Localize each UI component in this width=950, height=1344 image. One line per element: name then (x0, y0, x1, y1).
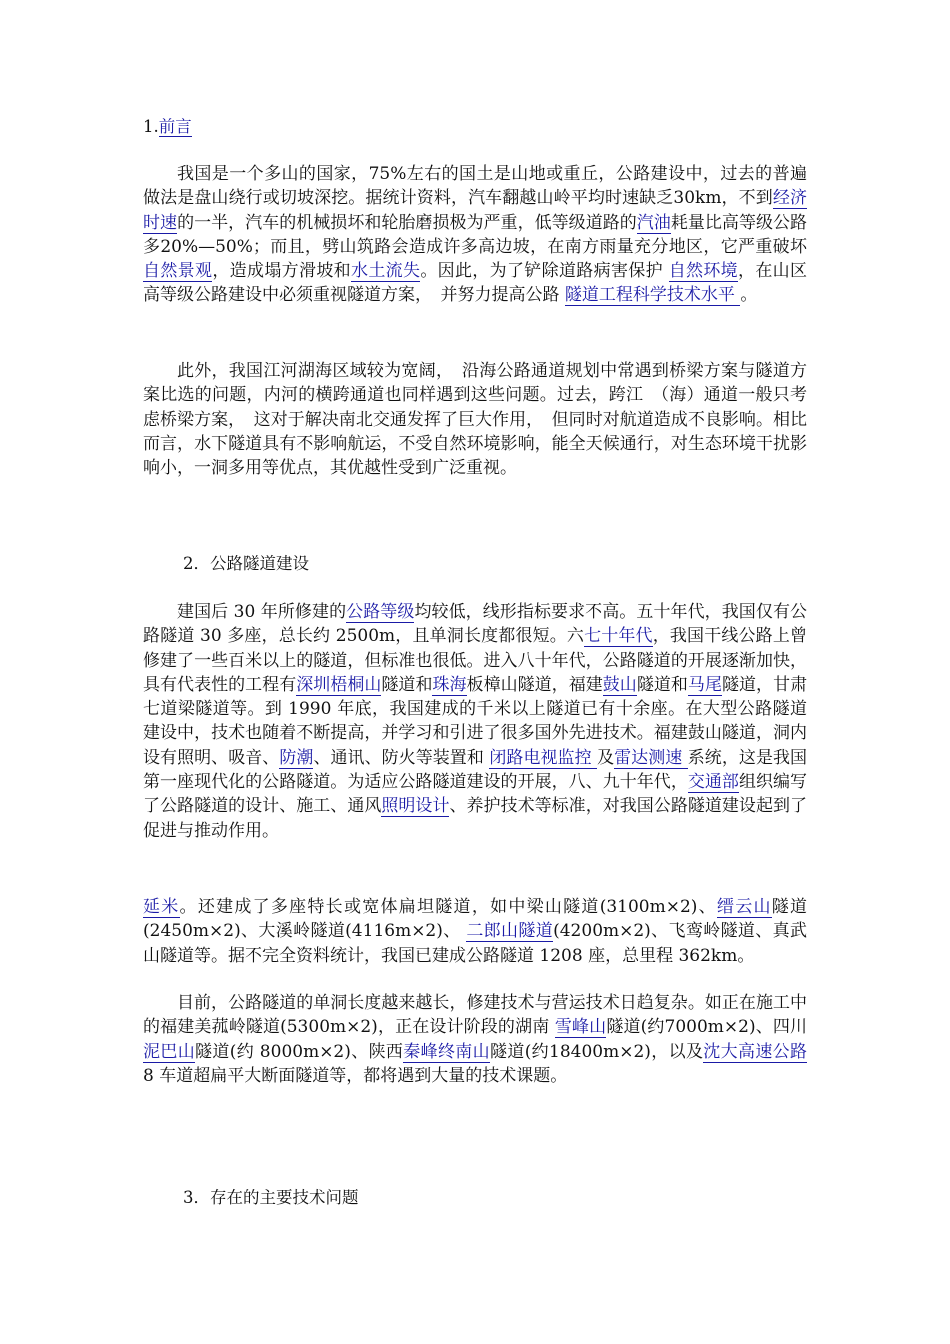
text-run: 耗量比高等级公路多20%—50%；而且，劈山筑路会造成许多高边坡，在南方雨量充分地区，它严重破坏 (143, 212, 808, 257)
link-soil-erosion[interactable]: 水土流失 (350, 261, 421, 282)
text-run: 8 车道超扁平大断面隧道等，都将遇到大量的技术课题。 (143, 1065, 568, 1086)
text-run: 隧道(约18400m×2)，以及 (490, 1041, 704, 1062)
text-run: 、养护技术等标准，对我国公路隧道建设起到了促进与推动作用。 (143, 796, 808, 841)
section-2-heading: 2．公路隧道建设 (183, 554, 309, 573)
text-run: 。 (740, 285, 758, 306)
text-run: 板樟山隧道，福建 (466, 674, 603, 695)
text-run: 隧道和 (636, 674, 688, 695)
text-run: (4200m×2)、飞鸾岭隧道、真武山隧道等。据不完全资料统计，我国已建成公路隧道 1208 座，总里程 362km。 (143, 921, 807, 966)
link-gushan[interactable]: 鼓山 (602, 674, 637, 695)
text-run: 隧道和 (381, 674, 433, 695)
link-highway-grade[interactable]: 公路等级 (346, 602, 415, 622)
text-run: 隧道(2450m×2)、大溪岭隧道(4116m×2)、 (143, 897, 808, 942)
link-natural-landscape[interactable]: 自然景观 (143, 261, 213, 282)
text-run: 建国后 30 年所修建的 (177, 602, 347, 622)
link-lighting-design[interactable]: 照明设计 (381, 796, 450, 817)
section-3-heading: 3．存在的主要技术问题 (183, 1188, 359, 1207)
section-1-paragraph-1 (143, 162, 807, 308)
text-run: 隧道(约7000m×2)、四川 (606, 1017, 807, 1038)
link-economic-speed[interactable]: 经济时速 (143, 188, 807, 233)
link-xuefengshan[interactable]: 雪峰山 (554, 1017, 607, 1038)
link-natural-environment[interactable]: 自然环境 (668, 261, 739, 282)
section-2-paragraph-3 (143, 991, 807, 1088)
link-shenzhen-wutongshan[interactable]: 深圳梧桐山 (296, 674, 382, 695)
text-run: ，造成塌方滑坡和 (212, 261, 351, 282)
section-1-number: 1. (143, 117, 159, 136)
link-moisture-proof[interactable]: 防潮 (279, 747, 314, 768)
link-mawei[interactable]: 马尾 (687, 674, 722, 695)
text-run: 、通讯、防火等装置和 (313, 747, 490, 768)
link-shenda-expressway[interactable]: 沈大高速公路 (703, 1041, 808, 1062)
section-1-title-link[interactable]: 前言 (158, 117, 192, 136)
text-run: 系统，这是我国第一座现代化的公路隧道。为适应公路隧道建设的开展，八、九十年代， (143, 747, 808, 793)
text-run: 组织编写了公路隧道的设计、施工、通风 (143, 772, 808, 817)
link-radar-speed[interactable]: 雷达测速 (614, 747, 688, 768)
text-run: 均较低，线形指标要求不高。五十年代，我国仅有公路隧道 30 多座，总长约 2500m，且单洞长度都很短。六 (143, 602, 808, 647)
link-erlangshan-tunnel[interactable]: 二郎山隧道 (466, 921, 554, 942)
text-run: 目前，公路隧道的单洞长度越来越长，修建技术与营运技术日趋复杂。如正在施工中的福建美菰岭隧道(5300m×2)，正在设计阶段的湖南 (143, 993, 807, 1038)
section-2-paragraph-2 (143, 895, 807, 968)
text-run: 及 (597, 747, 615, 768)
text-run: 隧道(约 8000m×2)、陕西 (195, 1041, 404, 1062)
link-cctv-monitoring[interactable]: 闭路电视监控 (489, 747, 598, 768)
text-run: 我国是一个多山的国家，75%左右的国土是山地或重丘，公路建设中，过去的普遍做法是盘山绕行或切坡深挖。据统计资料，汽车翻越山岭平均时速缺乏30km，不到 (143, 164, 807, 209)
link-ministry-of-transport[interactable]: 交通部 (687, 772, 739, 793)
text-run: ，在山区高等级公路建设中必须重视隧道方案， 并努力提高公路 (143, 261, 808, 306)
link-zhuhai[interactable]: 珠海 (432, 674, 467, 695)
text-run: 。还建成了多座特长或宽体扁坦隧道，如中梁山隧道(3100m×2)、 (179, 897, 717, 917)
section-1-paragraph-2: 此外，我国江河湖海区域较为宽阔， 沿海公路通道规划中常遇到桥梁方案与隧道方案比选的问题，内河的横跨通道也同样遇到这些问题。过去，跨江 （海）通道一般只考虑桥梁方案， 这对于解决南北交通发挥了巨大作用， 但同时对航道造成不良影响。相比而言，水下隧道具有不影响航运，不受自然环境影响，能全天候通行，对生态环境干扰影响小，一洞多用等优点，其优越性受到广泛重视。 (143, 361, 807, 479)
link-nibashan[interactable]: 泥巴山 (143, 1041, 196, 1062)
link-qinling-zhongnanshan[interactable]: 秦峰终南山 (403, 1041, 490, 1062)
text-run: 。因此，为了铲除道路病害保护 (420, 261, 669, 282)
link-seventies[interactable]: 七十年代 (584, 626, 653, 647)
text-run: 的一半，汽车的机械损坏和轮胎磨损极为严重，低等级道路的 (177, 212, 637, 233)
link-tunnel-engineering-level[interactable]: 隧道工程科学技术水平 (564, 285, 741, 306)
section-1-heading (143, 115, 192, 139)
text-run: ，我国干线公路上曾修建了一些百米以上的隧道，但标准也很低。进入八十年代，公路隧道的开展逐渐加快，具有代表性的工程有 (143, 626, 807, 695)
link-linear-meter[interactable]: 延米 (143, 897, 180, 917)
link-jinyunshan[interactable]: 缙云山 (716, 897, 772, 917)
text-run: 隧道，甘肃七道梁隧道等。到 1990 年底，我国建成的千米以上隧道已有十余座。在大型公路隧道建设中，技术也随着不断提高，并学习和引进了很多国外先进技术。福建鼓山隧道，洞内设有照明、吸音、 (143, 674, 808, 768)
link-gasoline[interactable]: 汽油 (636, 212, 671, 233)
section-2-paragraph-1 (143, 600, 807, 843)
